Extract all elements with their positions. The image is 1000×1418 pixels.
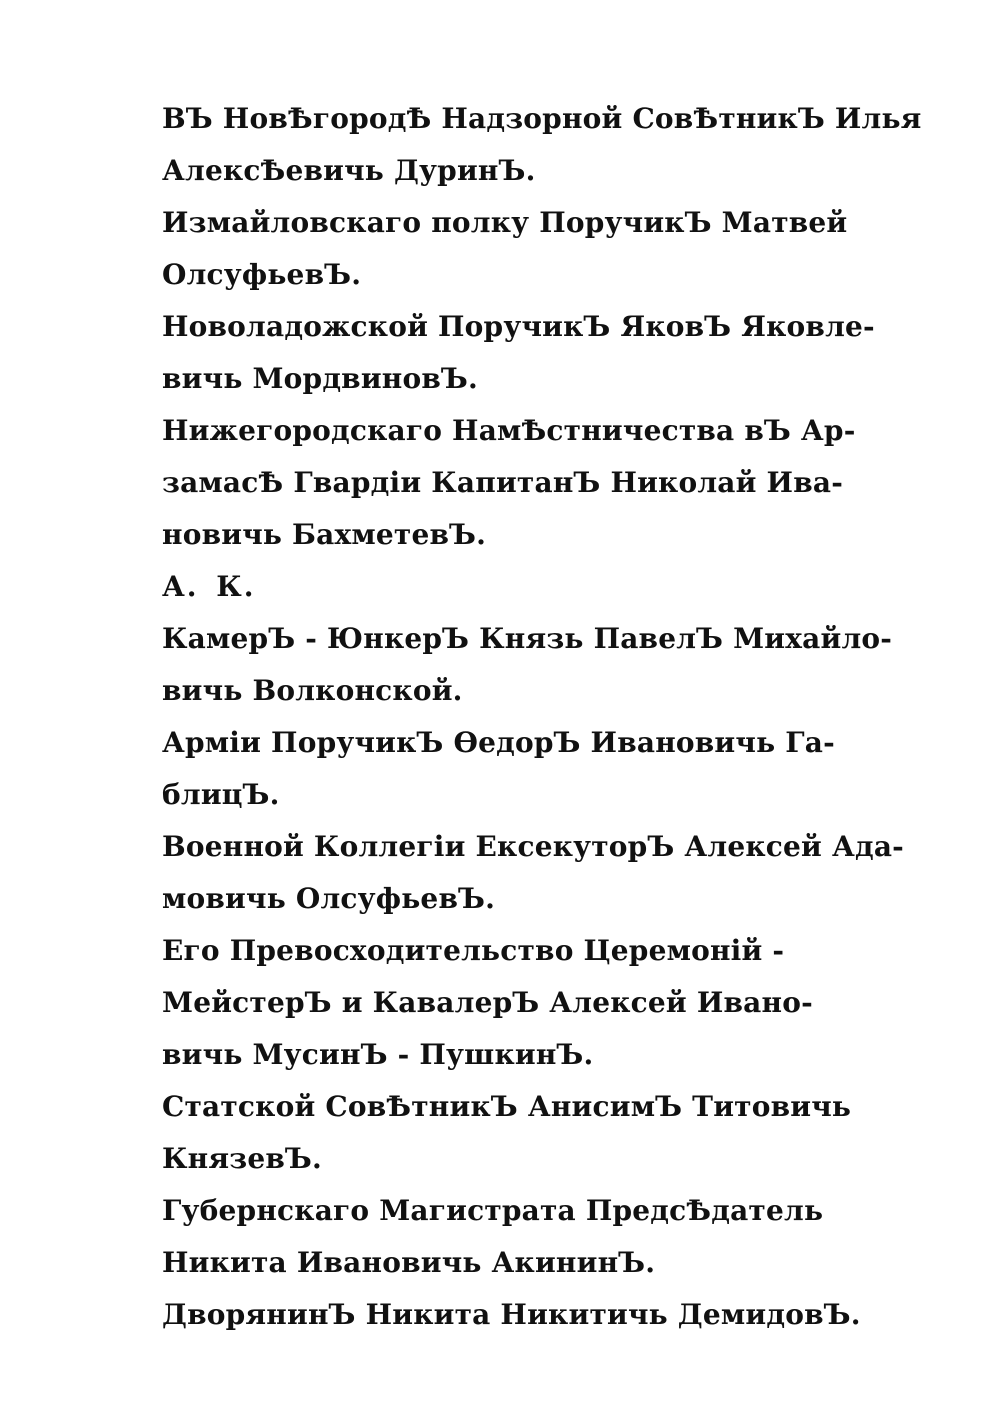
entry-line: Никита Ивановичь АкининЪ. bbox=[162, 1246, 656, 1279]
list-entry bbox=[162, 717, 894, 821]
entry-line: Статской СовѢтникЪ АнисимЪ Титовичь bbox=[162, 1090, 852, 1123]
entry-line: вичь МордвиновЪ. bbox=[162, 362, 478, 395]
list-entry bbox=[162, 925, 894, 1081]
entry-line: МейстерЪ и КавалерЪ Алексей Ивано- bbox=[162, 986, 813, 1019]
entries-list bbox=[162, 93, 922, 1341]
list-entry bbox=[162, 301, 894, 405]
list-entry bbox=[162, 821, 904, 925]
list-entry bbox=[162, 1185, 894, 1289]
entry-line: Нижегородскаго НамѢстничества вЪ Ар- bbox=[162, 414, 856, 447]
entry-line: мовичь ОлсуфьевЪ. bbox=[162, 882, 496, 915]
list-entry bbox=[162, 405, 894, 561]
entry-line: ОлсуфьевЪ. bbox=[162, 258, 362, 291]
entry-line: ВЪ НовѢгородѢ Надзорной СовѢтникЪ Илья bbox=[162, 102, 922, 135]
list-entry bbox=[162, 93, 922, 197]
entry-line: Новоладожской ПоручикЪ ЯковЪ Яковле- bbox=[162, 310, 875, 343]
list-entry bbox=[162, 1081, 894, 1185]
list-entry bbox=[162, 1289, 894, 1341]
entry-line: замасѢ Гвардiи КапитанЪ Николай Ива- bbox=[162, 466, 844, 499]
entry-line: АлексѢевичь ДуринЪ. bbox=[162, 154, 536, 187]
entry-line: Его Превосходительство Церемонiй - bbox=[162, 934, 785, 967]
entry-line: Губернскаго Магистрата ПредсѢдатель bbox=[162, 1194, 824, 1227]
entry-line: вичь МусинЪ - ПушкинЪ. bbox=[162, 1038, 594, 1071]
entry-line: ДворянинЪ Никита Никитичь ДемидовЪ. bbox=[162, 1298, 861, 1331]
entry-line: новичь БахметевЪ. bbox=[162, 518, 487, 551]
entry-line: А. К. bbox=[162, 570, 256, 603]
list-entry bbox=[162, 197, 894, 301]
entry-line: Военной Коллегiи ЕксекуторЪ Алексей Ада- bbox=[162, 830, 904, 863]
entry-line: Армiи ПоручикЪ ѲедорЪ Ивановичь Га- bbox=[162, 726, 835, 759]
entry-line: блицЪ. bbox=[162, 778, 280, 811]
entry-line: Измайловскаго полку ПоручикЪ Матвей bbox=[162, 206, 848, 239]
entry-line: КамерЪ - ЮнкерЪ Князь ПавелЪ Михайло- bbox=[162, 622, 893, 655]
entry-line: КнязевЪ. bbox=[162, 1142, 322, 1175]
entry-line: вичь Волконской. bbox=[162, 674, 463, 707]
section-heading bbox=[162, 561, 894, 613]
list-entry bbox=[162, 613, 894, 717]
